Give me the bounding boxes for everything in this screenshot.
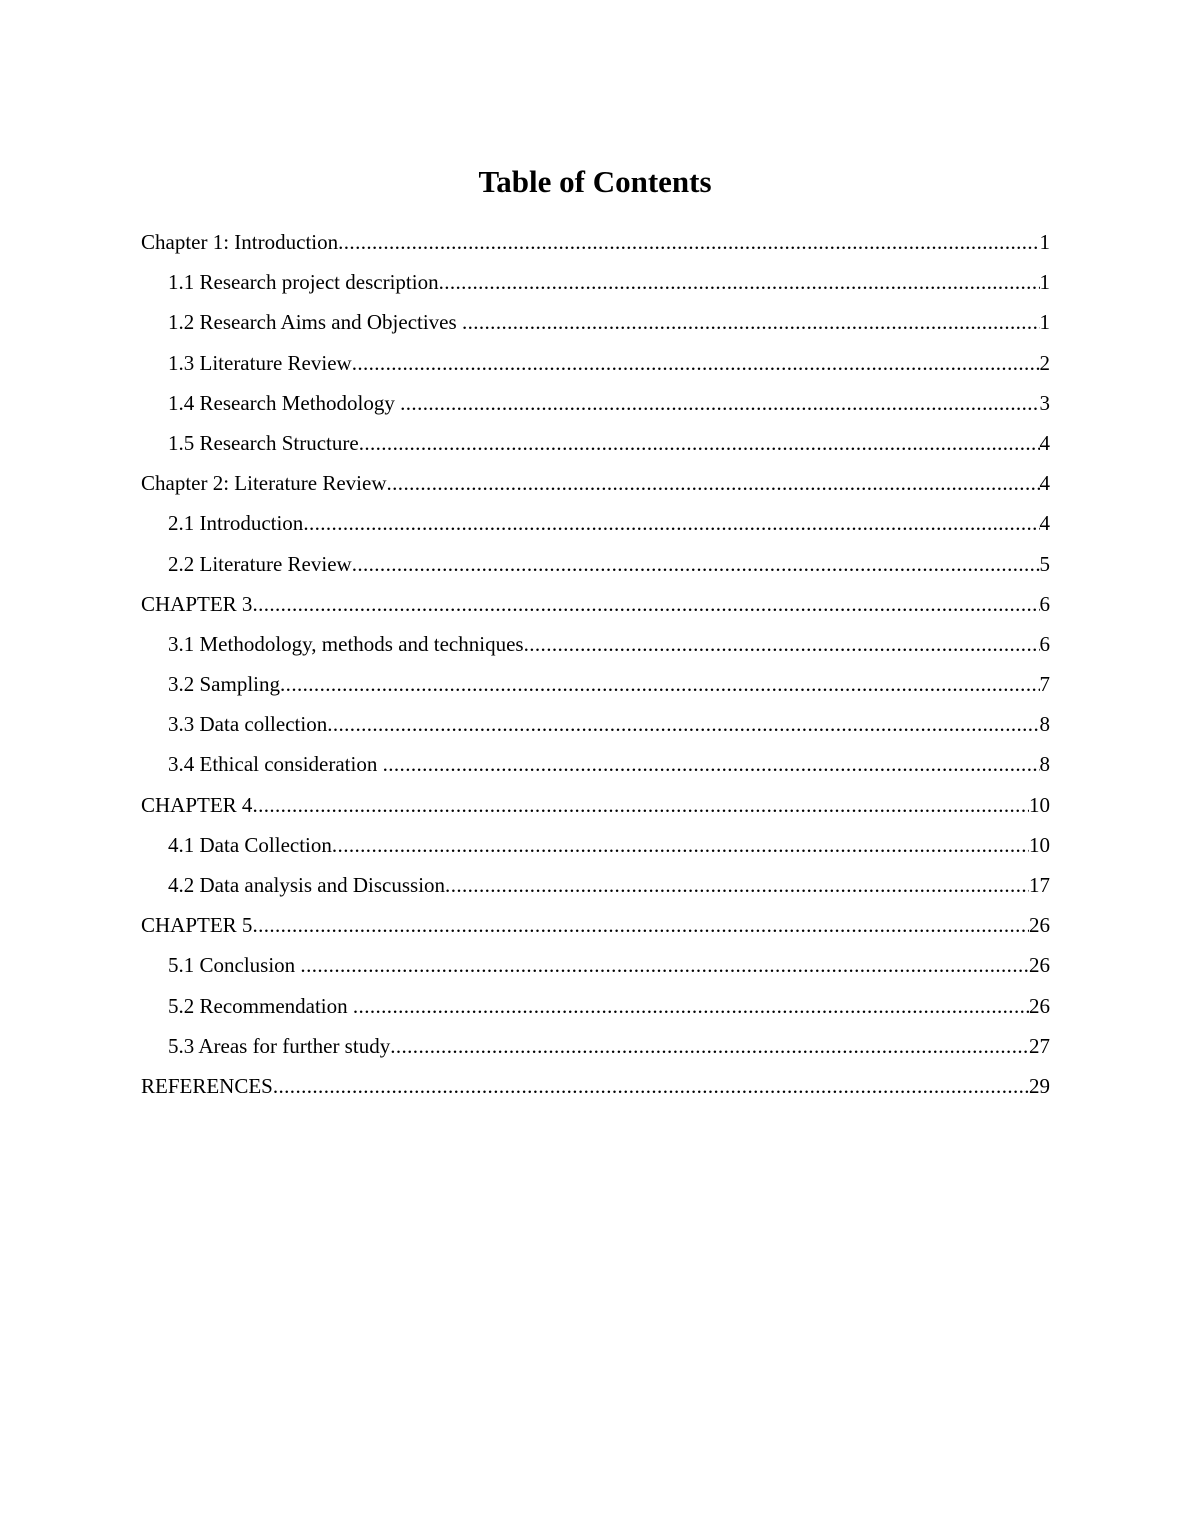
toc-subsection-entry[interactable] [141, 986, 1050, 1026]
toc-entry-title: REFERENCES [141, 1073, 273, 1098]
toc-dot-leader [400, 383, 1039, 423]
toc-entry-title: CHAPTER 4 [141, 792, 253, 817]
toc-entry-title: Chapter 2: Literature Review [141, 471, 387, 496]
toc-chapter-entry[interactable] [141, 1066, 1050, 1106]
toc-subsection-entry[interactable] [141, 744, 1050, 784]
toc-page-number: 26 [1029, 913, 1050, 938]
toc-page-number: 8 [1039, 752, 1050, 777]
toc-list [141, 222, 1050, 1106]
toc-page-number: 2 [1039, 350, 1050, 375]
toc-dot-leader [352, 544, 1040, 584]
toc-entry-title: 3.2 Sampling [168, 672, 281, 697]
toc-page-number: 4 [1039, 430, 1050, 455]
toc-entry-title: 1.1 Research project description [168, 270, 439, 295]
toc-page-number: 17 [1029, 873, 1050, 897]
toc-page-number: 1 [1039, 270, 1050, 295]
toc-entry-title: 4.1 Data Collection [168, 832, 332, 857]
toc-dot-leader [300, 945, 1029, 985]
toc-dot-leader [280, 664, 1039, 704]
toc-entry-title: 2.1 Introduction [168, 511, 304, 536]
toc-subsection-entry[interactable] [141, 624, 1050, 664]
toc-dot-leader [353, 986, 1029, 1026]
toc-page-number: 8 [1039, 712, 1050, 737]
toc-page-number: 10 [1029, 792, 1050, 817]
toc-chapter-entry[interactable] [141, 785, 1050, 825]
toc-page-number: 1 [1039, 310, 1050, 335]
toc-entry-title: 2.2 Literature Review [168, 551, 352, 576]
toc-dot-leader [332, 825, 1029, 865]
toc-page-number: 5 [1039, 551, 1050, 576]
toc-subsection-entry[interactable] [141, 383, 1050, 423]
toc-subsection-entry[interactable] [141, 825, 1050, 865]
toc-entry-title: 3.3 Data collection [168, 712, 328, 737]
toc-dot-leader [390, 1026, 1029, 1066]
toc-title: Table of Contents [478, 164, 712, 199]
toc-dot-leader [252, 785, 1029, 825]
toc-dot-leader [273, 1066, 1029, 1106]
toc-page-number: 7 [1039, 672, 1050, 697]
toc-dot-leader [359, 423, 1040, 463]
toc-dot-leader [524, 624, 1040, 664]
toc-entry-title: 1.4 Research Methodology [168, 390, 401, 415]
toc-dot-leader [338, 222, 1039, 262]
toc-chapter-entry[interactable] [141, 222, 1050, 262]
toc-dot-leader [387, 463, 1040, 503]
toc-subsection-entry[interactable] [141, 503, 1050, 543]
toc-entry-title: 3.1 Methodology, methods and techniques [168, 631, 524, 656]
toc-page-number: 29 [1029, 1073, 1050, 1098]
toc-dot-leader [462, 302, 1040, 342]
toc-page-number: 6 [1039, 631, 1050, 656]
toc-subsection-entry[interactable] [141, 664, 1050, 704]
toc-entry-title: 5.1 Conclusion [168, 953, 301, 978]
toc-subsection-entry[interactable] [141, 544, 1050, 584]
toc-subsection-entry[interactable] [141, 865, 1050, 905]
toc-entry-title: Chapter 1: Introduction [141, 230, 339, 254]
toc-entry-title: 1.5 Research Structure [168, 430, 359, 455]
toc-entry-title: 5.3 Areas for further study [168, 1033, 391, 1058]
toc-dot-leader [352, 343, 1040, 383]
toc-dot-leader [327, 704, 1039, 744]
toc-chapter-entry[interactable] [141, 584, 1050, 624]
toc-entry-title: 3.4 Ethical consideration [168, 752, 383, 777]
toc-page-number: 3 [1039, 390, 1050, 415]
toc-page-number: 27 [1029, 1033, 1050, 1058]
toc-subsection-entry[interactable] [141, 343, 1050, 383]
toc-dot-leader [303, 503, 1039, 543]
toc-dot-leader [445, 865, 1029, 905]
toc-subsection-entry[interactable] [141, 1026, 1050, 1066]
toc-dot-leader [383, 744, 1040, 784]
toc-entry-title: 1.3 Literature Review [168, 350, 352, 375]
toc-subsection-entry[interactable] [141, 262, 1050, 302]
toc-subsection-entry[interactable] [141, 704, 1050, 744]
toc-entry-title: 1.2 Research Aims and Objectives [168, 310, 462, 335]
toc-subsection-entry[interactable] [141, 945, 1050, 985]
toc-page-number: 1 [1039, 230, 1050, 254]
toc-page-number: 4 [1039, 471, 1050, 496]
toc-subsection-entry[interactable] [141, 302, 1050, 342]
toc-subsection-entry[interactable] [141, 423, 1050, 463]
toc-dot-leader [252, 905, 1029, 945]
toc-entry-title: CHAPTER 3 [141, 591, 253, 616]
toc-dot-leader [439, 262, 1040, 302]
toc-dot-leader [252, 584, 1039, 624]
toc-page-number: 10 [1029, 832, 1050, 857]
toc-entry-title: CHAPTER 5 [141, 913, 253, 938]
toc-page-number: 26 [1029, 953, 1050, 978]
toc-page-number: 6 [1039, 591, 1050, 616]
toc-page-number: 4 [1039, 511, 1050, 536]
toc-page-number: 26 [1029, 993, 1050, 1018]
toc-chapter-entry[interactable] [141, 905, 1050, 945]
toc-entry-title: 4.2 Data analysis and Discussion [168, 873, 446, 897]
toc-chapter-entry[interactable] [141, 463, 1050, 503]
toc-entry-title: 5.2 Recommendation [168, 993, 353, 1018]
